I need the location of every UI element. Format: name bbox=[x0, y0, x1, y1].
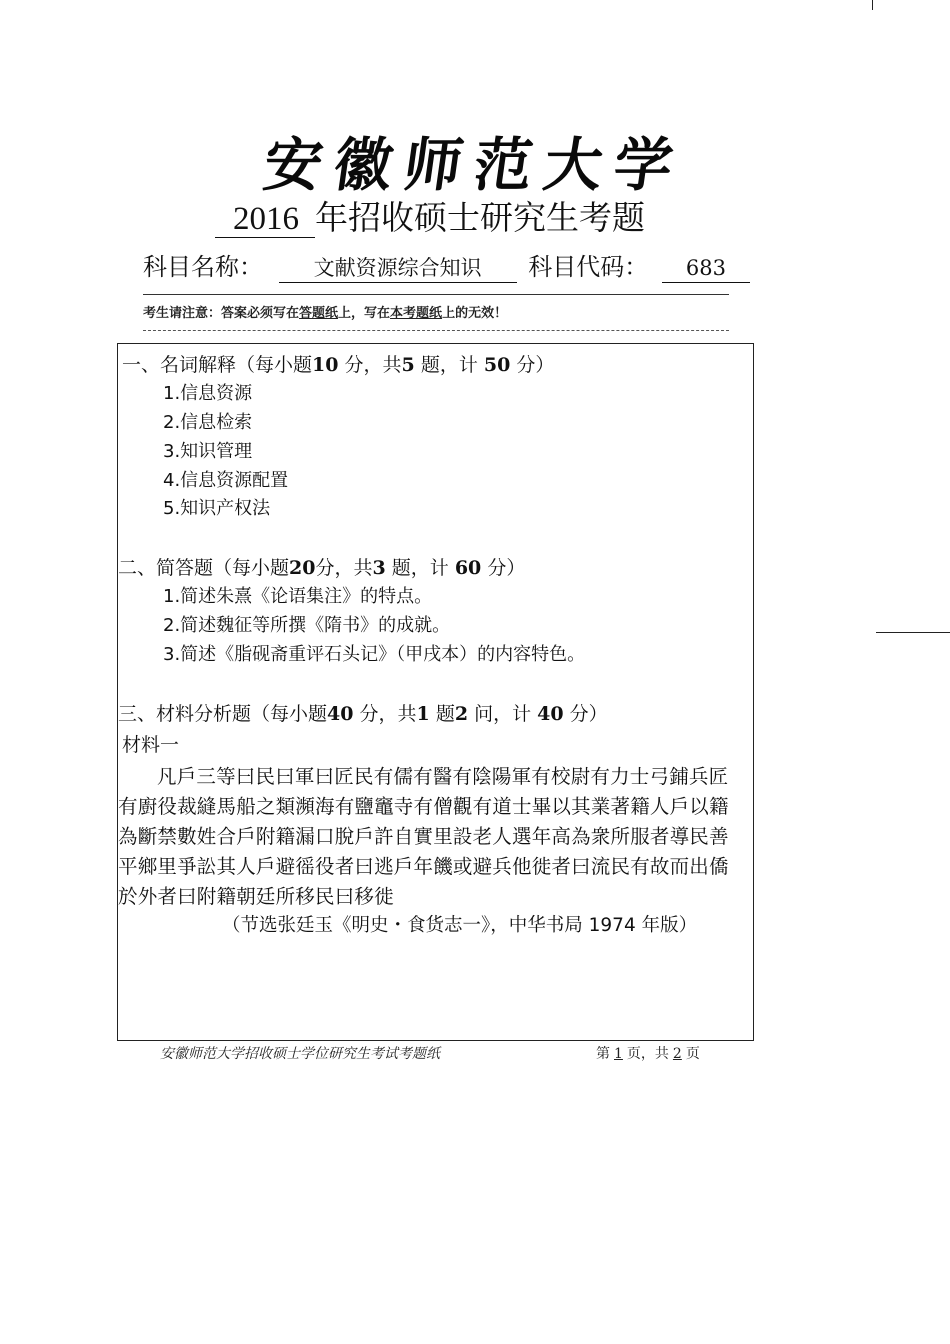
section3-title-mid2: 题 bbox=[435, 703, 455, 725]
section1-item-3: 3.知识管理 bbox=[163, 441, 253, 462]
footer-sheet-name: 安徽师范大学招收硕士学位研究生考试考题纸 bbox=[160, 1046, 440, 1062]
subject-name-label: 科目名称： bbox=[143, 253, 263, 281]
material-label: 材料一 bbox=[122, 734, 180, 756]
exam-title-suffix: 年招收硕士研究生考题 bbox=[315, 198, 645, 237]
section1-item-1: 1.信息资源 bbox=[163, 383, 253, 404]
section2-total: 60 bbox=[454, 557, 482, 579]
section2-title-mid2: 题，计 bbox=[391, 557, 449, 579]
section3-title-mid1: 分，共 bbox=[359, 703, 417, 725]
subject-code-label: 科目代码： bbox=[528, 253, 649, 281]
section1-total: 50 bbox=[483, 354, 511, 376]
section2-item-1: 1.简述朱熹《论语集注》的特点。 bbox=[163, 586, 433, 607]
header-divider bbox=[143, 294, 729, 295]
section1-title-pre: 一、名词解释（每小题 bbox=[122, 354, 313, 376]
section1-count: 5 bbox=[401, 354, 415, 376]
candidate-notice bbox=[143, 302, 507, 321]
section2-title-end: 分） bbox=[487, 557, 526, 579]
scan-mark-line bbox=[876, 632, 950, 633]
section3-title-end: 分） bbox=[569, 703, 608, 725]
section3-title-mid3: 问，计 bbox=[474, 703, 532, 725]
material-line-3: 為斷禁數姓合戶附籍漏口脫戶許自實里設老人選年高為衆所服者導民善 bbox=[118, 825, 729, 848]
scan-mark-top bbox=[872, 0, 873, 10]
section3-score-each: 40 bbox=[327, 703, 354, 725]
notice-exam-sheet: 本考题纸 bbox=[390, 306, 443, 321]
material-line-1: 凡戶三等曰民曰軍曰匠民有儒有醫有陰陽軍有校尉有力士弓鋪兵匠 bbox=[157, 765, 729, 788]
notice-middle: 上，写在 bbox=[338, 306, 391, 321]
section2-count: 3 bbox=[372, 557, 386, 579]
section3-total: 40 bbox=[537, 703, 564, 725]
section3-title bbox=[118, 699, 608, 726]
material-source: （节选张廷玉《明史・食货志一》，中华书局 1974 年版） bbox=[222, 915, 698, 936]
subject-name-value: 文献资源综合知识 bbox=[279, 254, 517, 283]
section1-title-end: 分） bbox=[516, 354, 555, 376]
section3-title-pre: 三、材料分析题（每小题 bbox=[118, 703, 328, 725]
page-number: 1 bbox=[614, 1046, 623, 1062]
page-middle: 页，共 bbox=[626, 1046, 669, 1062]
subject-row bbox=[143, 247, 750, 283]
section3-parts: 2 bbox=[454, 703, 469, 725]
page-prefix: 第 bbox=[596, 1046, 610, 1062]
university-name: 安徽师范大学 bbox=[259, 131, 690, 199]
notice-divider bbox=[143, 330, 729, 331]
section2-item-3: 3.简述《脂砚斋重评石头记》（甲戌本）的内容特色。 bbox=[163, 644, 586, 665]
section2-item-2: 2.简述魏征等所撰《隋书》的成就。 bbox=[163, 615, 451, 636]
section3-count: 1 bbox=[416, 703, 430, 725]
section1-score-each: 10 bbox=[312, 354, 339, 376]
section1-item-2: 2.信息检索 bbox=[163, 412, 253, 433]
section1-item-4: 4.信息资源配置 bbox=[163, 470, 289, 491]
section2-score-each: 20 bbox=[289, 557, 316, 579]
section1-title bbox=[122, 350, 554, 377]
subject-code-value: 683 bbox=[662, 254, 750, 283]
exam-year: 2016 bbox=[215, 201, 315, 238]
page-total: 2 bbox=[672, 1046, 682, 1062]
material-line-2: 有廚役裁縫馬船之類瀕海有鹽竈寺有僧觀有道士畢以其業著籍人戶以籍 bbox=[118, 795, 729, 818]
footer-page-info bbox=[596, 1043, 700, 1063]
section2-title-mid1: 分，共 bbox=[315, 557, 373, 579]
section2-title bbox=[118, 553, 525, 580]
section1-title-mid1: 分，共 bbox=[344, 354, 402, 376]
page-suffix: 页 bbox=[685, 1046, 700, 1062]
notice-suffix: 上的无效！ bbox=[442, 306, 508, 321]
notice-answer-sheet: 答题纸 bbox=[299, 306, 339, 321]
exam-title bbox=[215, 192, 645, 239]
notice-prefix: 考生请注意：答案必须写在 bbox=[143, 306, 300, 321]
section2-title-pre: 二、简答题（每小题 bbox=[118, 557, 290, 579]
material-line-5: 於外者曰附籍朝廷所移民曰移徙 bbox=[118, 885, 394, 908]
section1-item-5: 5.知识产权法 bbox=[163, 498, 271, 519]
material-line-4: 平鄉里爭訟其人戶避徭役者曰逃戶年饑或避兵他徙者曰流民有故而出僑 bbox=[118, 855, 729, 878]
section1-title-mid2: 题，计 bbox=[420, 354, 478, 376]
